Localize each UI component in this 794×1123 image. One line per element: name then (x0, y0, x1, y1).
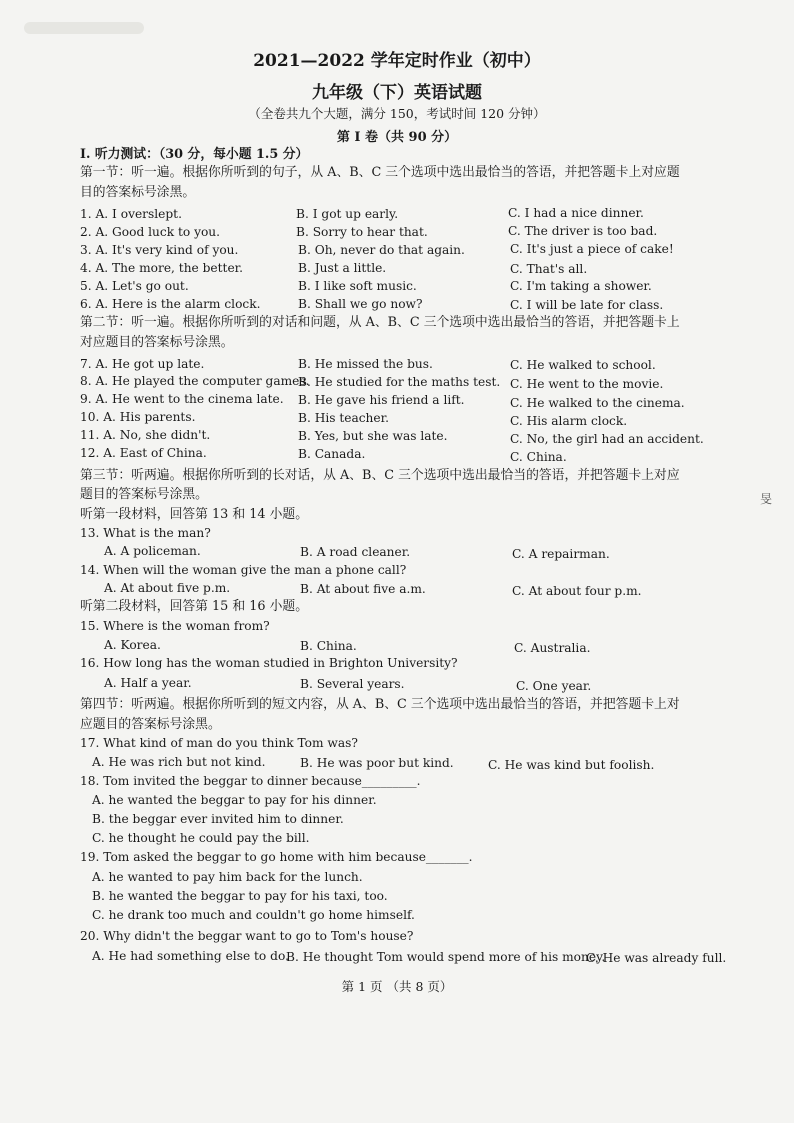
option-a: 10. A. His parents. (80, 410, 196, 424)
question-stem: 15. Where is the woman from? (80, 619, 270, 633)
option-b: B. He gave his friend a lift. (298, 393, 465, 407)
option-a: A. A policeman. (104, 544, 201, 558)
option-c: C. I will be late for class. (510, 298, 664, 312)
option-b: B. Just a little. (298, 261, 387, 275)
question-stem: 19. Tom asked the beggar to go home with him because_______. (80, 850, 473, 864)
option-c: C. It's just a piece of cake! (510, 242, 674, 256)
option-a: 5. A. Let's go out. (80, 279, 189, 293)
option-c: C. A repairman. (512, 547, 610, 561)
option-a: A. At about five p.m. (104, 581, 231, 595)
option-a: 7. A. He got up late. (80, 357, 205, 371)
option-a: 12. A. East of China. (80, 446, 207, 460)
option-b: B. A road cleaner. (300, 545, 411, 559)
section3-intro: 题目的答案标号涂黑。 (80, 487, 208, 502)
option-a: 2. A. Good luck to you. (80, 225, 221, 239)
option-a: 8. A. He played the computer games. (80, 374, 310, 388)
material-1-note: 听第一段材料，回答第 13 和 14 小题。 (80, 507, 308, 522)
option-b: B. I like soft music. (298, 279, 417, 293)
option-a: A. he wanted the beggar to pay for his dinner. (92, 793, 377, 807)
option-b: B. He was poor but kind. (300, 756, 454, 770)
option-b: B. He studied for the maths test. (298, 375, 501, 389)
option-a: A. Korea. (104, 638, 161, 652)
option-c: C. The driver is too bad. (508, 224, 658, 238)
option-b: B. China. (300, 639, 357, 653)
section1-intro: 目的答案标号涂黑。 (80, 185, 196, 200)
scan-smudge (24, 22, 144, 34)
section4-intro: 应题目的答案标号涂黑。 (80, 717, 221, 732)
option-b: B. the beggar ever invited him to dinner. (92, 812, 344, 826)
option-a: 6. A. Here is the alarm clock. (80, 297, 261, 311)
material-2-note: 听第二段材料，回答第 15 和 16 小题。 (80, 599, 308, 614)
option-c: C. Australia. (514, 641, 591, 655)
option-c: C. No, the girl had an accident. (510, 432, 704, 446)
option-a: A. He was rich but not kind. (92, 755, 266, 769)
option-b: B. His teacher. (298, 411, 389, 425)
option-c: C. He was kind but foolish. (488, 758, 655, 772)
option-c: C. China. (510, 450, 567, 464)
option-c: C. He walked to school. (510, 358, 656, 372)
option-c: C. He went to the movie. (510, 377, 664, 391)
option-a: A. He had something else to do. (92, 949, 289, 963)
option-a: 4. A. The more, the better. (80, 261, 244, 275)
option-b: B. Several years. (300, 677, 405, 691)
option-b: B. Oh, never do that again. (298, 243, 465, 257)
option-c: C. He walked to the cinema. (510, 396, 685, 410)
section1-intro: 第一节：听一遍。根据你所听到的句子，从 A、B、C 三个选项中选出最恰当的答语，并把答题卡上对应题 (80, 165, 680, 180)
option-a: 9. A. He went to the cinema late. (80, 392, 284, 406)
question-stem: 14. When will the woman give the man a phone call? (80, 563, 407, 577)
option-c: C. One year. (516, 679, 592, 693)
section3-intro: 第三节：听两遍。根据你所听到的长对话，从 A、B、C 三个选项中选出最恰当的答语，并把答题卡上对应 (80, 468, 680, 483)
option-b: B. He missed the bus. (298, 357, 433, 371)
question-stem: 18. Tom invited the beggar to dinner because_________. (80, 774, 421, 788)
option-a: 3. A. It's very kind of you. (80, 243, 239, 257)
option-c: C. he thought he could pay the bill. (92, 831, 310, 845)
option-b: B. I got up early. (296, 207, 399, 221)
exam-title-subject: 九年级（下）英语试题 (312, 83, 482, 103)
exam-title-year: 2021—2022 学年定时作业（初中） (253, 51, 541, 71)
option-a: 1. A. I overslept. (80, 207, 182, 221)
option-b: B. he wanted the beggar to pay for his taxi, too. (92, 889, 388, 903)
option-b: B. Shall we go now? (298, 297, 423, 311)
option-a: A. he wanted to pay him back for the lunch. (92, 870, 363, 884)
option-b: B. Canada. (298, 447, 366, 461)
option-c: C. That's all. (510, 262, 588, 276)
option-b: B. At about five a.m. (300, 582, 426, 596)
option-b: B. Sorry to hear that. (296, 225, 428, 239)
page-number: 第 1 页 （共 8 页） (341, 979, 453, 994)
option-b: B. Yes, but she was late. (298, 429, 448, 443)
section2-intro: 第二节：听一遍。根据你所听到的对话和问题，从 A、B、C 三个选项中选出最恰当的答语，并把答题卡上 (80, 315, 680, 330)
section2-intro: 对应题目的答案标号涂黑。 (80, 335, 234, 350)
option-c: C. I had a nice dinner. (508, 206, 644, 220)
part-heading: I. 听力测试：（30 分，每小题 1.5 分） (80, 147, 309, 162)
option-c: C. I'm taking a shower. (510, 279, 652, 293)
question-stem: 13. What is the man? (80, 526, 211, 540)
question-stem: 20. Why didn't the beggar want to go to Tom's house? (80, 929, 414, 943)
option-a: A. Half a year. (104, 676, 192, 690)
paper-part-title: 第 I 卷（共 90 分） (336, 130, 458, 145)
question-stem: 17. What kind of man do you think Tom was? (80, 736, 358, 750)
option-a: 11. A. No, she didn't. (80, 428, 211, 442)
option-c: C. He was already full. (586, 951, 727, 965)
option-c: C. At about four p.m. (512, 584, 642, 598)
question-stem: 16. How long has the woman studied in Brighton University? (80, 656, 458, 670)
option-b: B. He thought Tom would spend more of his money. (286, 950, 606, 964)
option-c: C. His alarm clock. (510, 414, 628, 428)
margin-mark: 旻 (760, 492, 773, 506)
option-c: C. he drank too much and couldn't go home himself. (92, 908, 415, 922)
section4-intro: 第四节：听两遍。根据你所听到的短文内容，从 A、B、C 三个选项中选出最恰当的答语，并把答题卡上对 (80, 697, 680, 712)
exam-instructions: （全卷共九个大题，满分 150，考试时间 120 分钟） (248, 106, 546, 121)
